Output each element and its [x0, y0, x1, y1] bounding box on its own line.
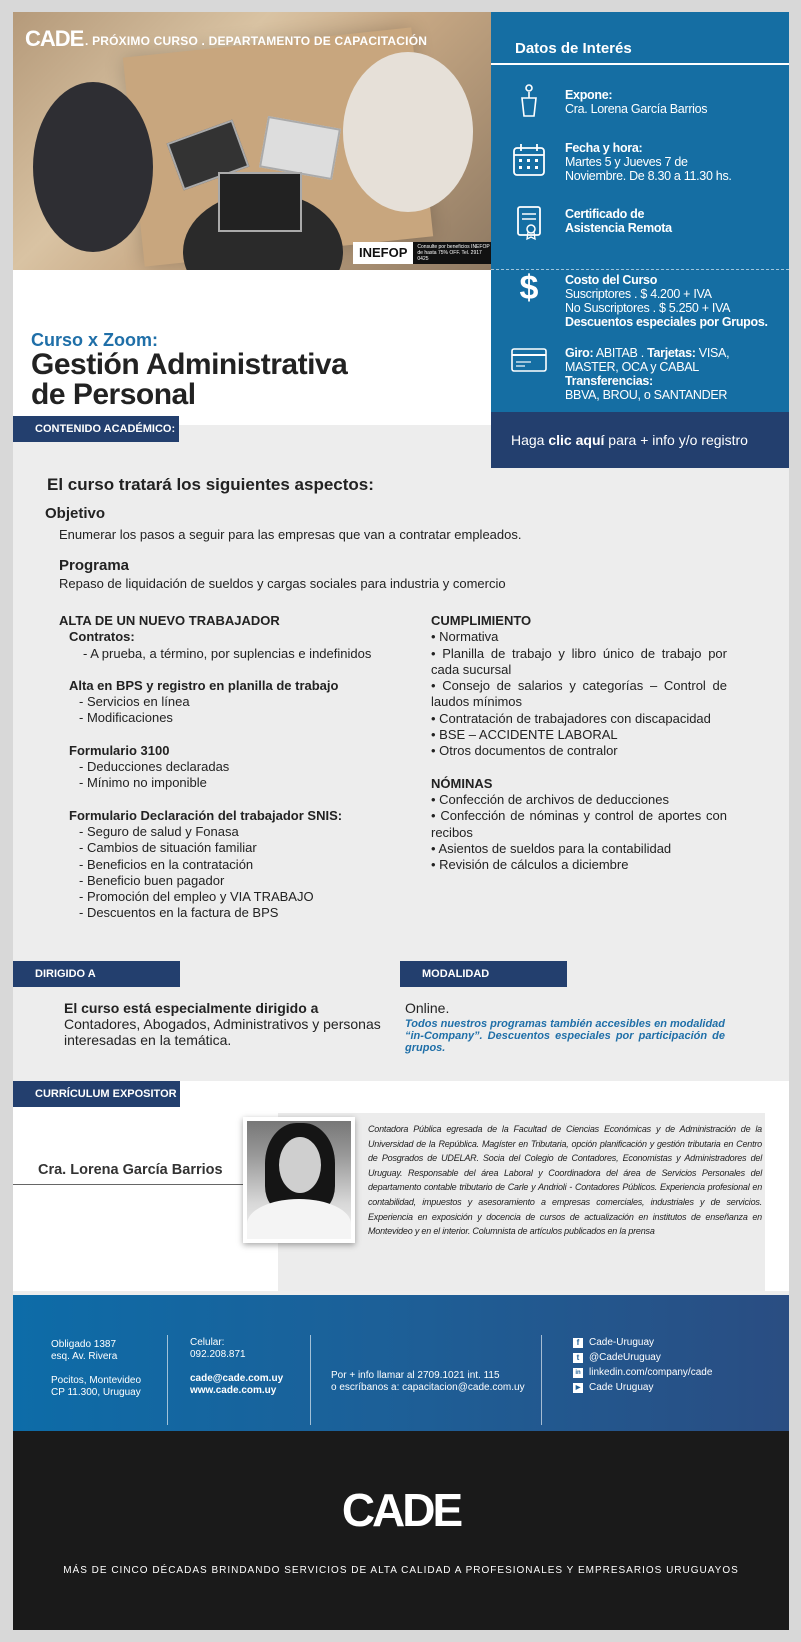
social-label: Cade-Uruguay [589, 1337, 655, 1348]
aspects-heading: El curso tratará los siguientes aspectos: [47, 475, 374, 494]
modalidad-note: Todos nuestros programas también accesibles en modalidad “in-Company”. Descuentos especiales por participación de grupos. [405, 1018, 725, 1054]
list-item: - Modificaciones [79, 710, 173, 726]
curriculum-label: CURRÍCULUM EXPOSITOR [13, 1081, 180, 1107]
address-line: Obligado 1387 [51, 1339, 117, 1350]
list-item: - Seguro de salud y Fonasa [79, 823, 239, 839]
cv-name-underline [13, 1184, 243, 1185]
list-item: - Beneficios en la contratación [79, 856, 254, 872]
dollar-icon: $ [519, 269, 539, 307]
contratos-heading: Contratos: [69, 629, 135, 645]
cel-value: 092.208.871 [190, 1349, 246, 1360]
email-link[interactable]: cade@cade.com.uy [190, 1373, 284, 1384]
list-item: • Asientos de sueldos para la contabilidad [431, 840, 672, 856]
speaker-podium-icon [511, 82, 547, 118]
cade-footer-logo: CADE [341, 1484, 461, 1536]
list-item: • Planilla de trabajo y libro único de trabajo por cada sucursal [431, 645, 727, 677]
info-expone [565, 88, 707, 116]
info-pago [565, 346, 729, 402]
header-banner: . PRÓXIMO CURSO . DEPARTAMENTO DE CAPACITACIÓN [85, 34, 428, 48]
footer-phone-web [190, 1337, 283, 1397]
tarjetas-value1: VISA, [698, 346, 730, 360]
info-certificado [565, 207, 672, 235]
transferencias-value: BBVA, BROU, o SANTANDER [565, 388, 728, 402]
address-line: Pocitos, Montevideo [51, 1375, 142, 1386]
list-item: - A prueba, a término, por suplencias e indefinidos [83, 645, 372, 661]
cumplimiento-heading: CUMPLIMIENTO [431, 613, 532, 628]
footer-info [331, 1370, 525, 1394]
cta-suffix: para + info y/o registro [608, 432, 748, 448]
photo-person [343, 52, 473, 212]
dirigido-label: DIRIGIDO A [13, 961, 180, 987]
cel-label: Celular: [190, 1337, 225, 1348]
photo-person [33, 82, 153, 252]
modalidad-label: MODALIDAD [400, 961, 567, 987]
info-phone: Por + info llamar al 2709.1021 int. 115 [331, 1370, 500, 1381]
address-line: esq. Av. Rivera [51, 1351, 118, 1362]
info-heading: Datos de Interés [515, 40, 632, 57]
register-link-button[interactable] [491, 412, 789, 468]
costo-suscriptores: Suscriptores . $ 4.200 + IVA [565, 287, 712, 301]
social-label: Cade Uruguay [589, 1382, 654, 1393]
calendar-icon [511, 142, 547, 178]
footer-divider [310, 1335, 311, 1425]
cert-line1: Certificado de [565, 207, 645, 221]
programa-text: Repaso de liquidación de sueldos y cargas sociales para industria y comercio [59, 576, 506, 591]
footer-divider [167, 1335, 168, 1425]
cade-logo: CADE [25, 26, 84, 51]
info-fecha [565, 141, 732, 183]
right-column [431, 613, 727, 873]
inefop-note: Consulte por beneficios INEFOP de hasta 75% OFF. Tel. 2917 0425 [417, 244, 490, 262]
footer-tagline: MÁS DE CINCO DÉCADAS BRINDANDO SERVICIOS DE ALTA CALIDAD A PROFESIONALES Y EMPRESARIOS URUGUAYOS [63, 1565, 739, 1576]
course-subtitle: Curso x Zoom: [31, 330, 159, 350]
footer-social [573, 1337, 712, 1397]
transferencias-label: Transferencias: [565, 374, 653, 388]
social-facebook[interactable] [573, 1337, 712, 1349]
title-block [13, 270, 491, 425]
address-line: CP 11.300, Uruguay [51, 1387, 141, 1398]
left-column [59, 613, 399, 922]
social-label: @CadeUruguay [589, 1352, 661, 1363]
programa-heading: Programa [59, 557, 130, 574]
speaker-photo [243, 1117, 355, 1243]
newsletter [13, 12, 789, 1630]
footer-divider [541, 1335, 542, 1425]
tarjetas-value2: MASTER, OCA y CABAL [565, 360, 699, 374]
contenido-label: CONTENIDO ACADÉMICO: [13, 416, 179, 442]
footer-address [51, 1339, 141, 1399]
cert-line2: Asistencia Remota [565, 221, 672, 235]
cta-prefix: Haga [511, 432, 545, 448]
info-divider [491, 63, 789, 65]
inefop-logo: INEFOP [353, 242, 413, 264]
list-item: • Otros documentos de contralor [431, 743, 618, 759]
list-item: - Mínimo no imponible [79, 775, 207, 791]
info-costo [565, 273, 768, 329]
objetivo-text: Enumerar los pasos a seguir para las empresas que van a contratar empleados. [59, 527, 522, 542]
list-item: - Promoción del empleo y VIA TRABAJO [79, 889, 314, 905]
header-photo [13, 12, 491, 270]
alta-heading: ALTA DE UN NUEVO TRABAJADOR [59, 613, 280, 628]
list-item: • Confección de archivos de deducciones [431, 791, 669, 807]
speaker-photo-image [247, 1121, 351, 1239]
inefop-badge [353, 242, 491, 264]
fecha-value-line2: Noviembre. De 8.30 a 11.30 hs. [565, 169, 732, 183]
photo-face [279, 1137, 321, 1193]
cv-text: Contadora Pública egresada de la Facultad de Ciencias Económicas y de Administración de la Universidad de la República. Magíster en Tributaria, opción planificación y gestión tributaria en Centro de Posgrados de UDELAR. Socia del Colegio de Contadores, Economistas y Administradores del Uruguay. Responsable del área Laboral y Coordinadora del área de Servicios Personales del departamento contable tributario de Carle y Andrioli - Contadores Públicos. Experiencia profesional en contabilidad, impuestos y asesoramiento a empresas comerciales, industriales y de servicios. Experiencia en exposición y docencia de cursos de actualización en institutos de enseñanza en Montevideo y en el interior. Columnista de artículos publicados en la prensa [368, 1124, 762, 1237]
snis-heading: Formulario Declaración del trabajador SNIS: [69, 807, 343, 823]
cta-bold: clic aquí [548, 432, 605, 448]
facebook-icon: f [573, 1338, 583, 1348]
list-item: • Consejo de salarios y categorías – Control de laudos mínimos [431, 678, 727, 710]
course-title [31, 350, 347, 410]
giro-value: ABITAB . [595, 346, 644, 360]
social-twitter[interactable] [573, 1352, 712, 1364]
list-item: - Deducciones declaradas [79, 759, 230, 775]
list-item: • BSE – ACCIDENTE LABORAL [431, 727, 618, 743]
dirigido-body: Contadores, Abogados, Administrativos y personas interesadas en la temática. [64, 1016, 381, 1048]
social-youtube[interactable] [573, 1382, 712, 1394]
social-label: linkedin.com/company/cade [589, 1367, 713, 1378]
bps-heading: Alta en BPS y registro en planilla de trabajo [69, 677, 339, 693]
fecha-value-line1: Martes 5 y Jueves 7 de [565, 155, 688, 169]
photo-laptop [218, 172, 302, 232]
list-item: • Confección de nóminas y control de aportes con recibos [431, 808, 727, 840]
costo-label: Costo del Curso [565, 273, 658, 287]
photo-shoulders [247, 1199, 351, 1239]
expone-value: Cra. Lorena García Barrios [565, 102, 708, 116]
modalidad-text [405, 1000, 725, 1054]
form3100-heading: Formulario 3100 [69, 742, 170, 758]
fecha-label: Fecha y hora: [565, 141, 643, 155]
objetivo-heading: Objetivo [45, 505, 106, 522]
nominas-heading: NÓMINAS [431, 775, 493, 791]
info-panel [491, 12, 789, 412]
list-item: - Beneficio buen pagador [79, 872, 225, 888]
costo-descuentos: Descuentos especiales por Grupos. [565, 315, 768, 329]
linkedin-icon: in [573, 1368, 583, 1378]
dirigido-text [64, 1000, 394, 1048]
course-title-line2: de Personal [31, 378, 196, 411]
social-linkedin[interactable] [573, 1367, 712, 1379]
giro-label: Giro: [565, 346, 594, 360]
credit-card-icon [511, 342, 547, 378]
footer-brand [13, 1431, 789, 1630]
list-item: - Descuentos en la factura de BPS [79, 905, 279, 921]
list-item: • Contratación de trabajadores con discapacidad [431, 710, 711, 726]
list-item: • Revisión de cálculos a diciembre [431, 857, 629, 873]
cv-speaker-name: Cra. Lorena García Barrios [38, 1162, 223, 1178]
list-item: - Servicios en línea [79, 694, 190, 710]
info-email[interactable]: o escríbanos a: capacitacion@cade.com.uy [331, 1382, 525, 1393]
dirigido-bold: El curso está especialmente dirigido a [64, 1000, 319, 1016]
modalidad-value: Online. [405, 1000, 450, 1016]
footer-contact [13, 1295, 789, 1431]
list-item: - Cambios de situación familiar [79, 840, 257, 856]
expone-label: Expone: [565, 88, 613, 102]
tarjetas-label: Tarjetas: [647, 346, 696, 360]
twitter-icon: t [573, 1353, 583, 1363]
course-title-line1: Gestión Administrativa [31, 348, 348, 381]
list-item: • Normativa [431, 629, 499, 645]
certificate-icon [511, 205, 547, 241]
costo-no-suscriptores: No Suscriptores . $ 5.250 + IVA [565, 301, 731, 315]
youtube-icon: ▶ [573, 1383, 583, 1393]
website-link[interactable]: www.cade.com.uy [190, 1385, 277, 1396]
